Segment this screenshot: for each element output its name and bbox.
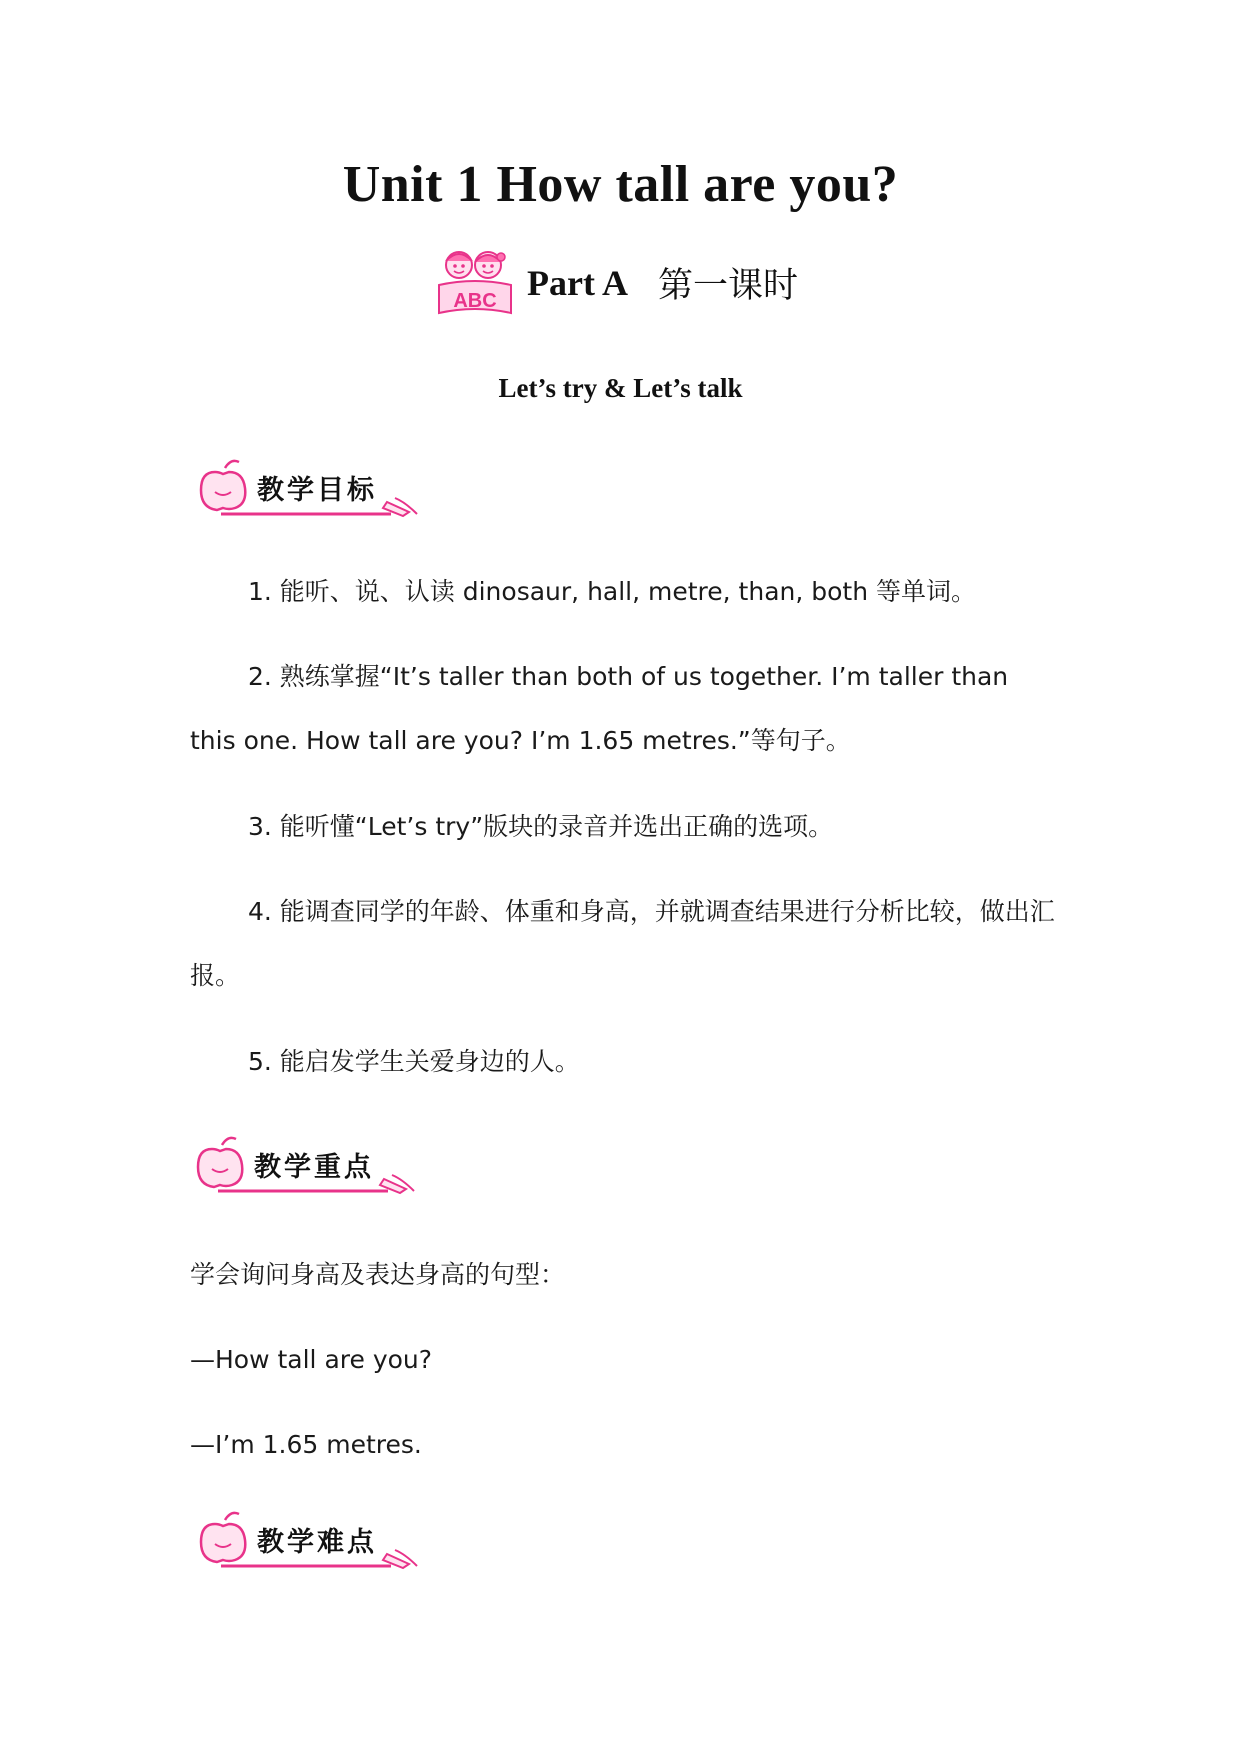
- section-header-objectives: [195, 458, 425, 520]
- part-label: Part A: [527, 263, 628, 303]
- objective-item-4: 4. 能调查同学的年龄、体重和身高，并就调查结果进行分析比较，做出汇报。: [190, 897, 1055, 990]
- section-header-key-points: [192, 1135, 422, 1197]
- key-points-intro: 学会询问身高及表达身高的句型：: [190, 1260, 566, 1289]
- page-title: Unit 1 How tall are you?: [342, 156, 899, 213]
- key-points-line-2: —I’m 1.65 metres.: [190, 1430, 422, 1459]
- section-header-difficulties: [195, 1510, 425, 1572]
- section-heading-key-points: 教学重点: [254, 1152, 374, 1183]
- part-heading: [435, 246, 798, 320]
- lesson-label: 第一课时: [657, 266, 798, 306]
- section-heading-difficulties: 教学难点: [257, 1527, 377, 1558]
- abc-kids-logo-icon: [435, 247, 515, 319]
- logo-text: ABC: [453, 290, 497, 312]
- objective-item-2: 2. 熟练掌握“It’s taller than both of us together. I’m taller than this one. How tall are you? I’m 1.65 metres.”等句子。: [190, 662, 1009, 755]
- objective-item-1: 1. 能听、说、认读 dinosaur, hall, metre, than, both 等单词。: [248, 577, 977, 606]
- key-points-line-1: —How tall are you?: [190, 1345, 433, 1374]
- section-heading-objectives: 教学目标: [257, 475, 377, 506]
- objective-item-3: 3. 能听懂“Let’s try”版块的录音并选出正确的选项。: [248, 812, 834, 841]
- lesson-subtitle: Let’s try & Let’s talk: [498, 373, 743, 403]
- objective-item-5: 5. 能启发学生关爱身边的人。: [248, 1047, 580, 1076]
